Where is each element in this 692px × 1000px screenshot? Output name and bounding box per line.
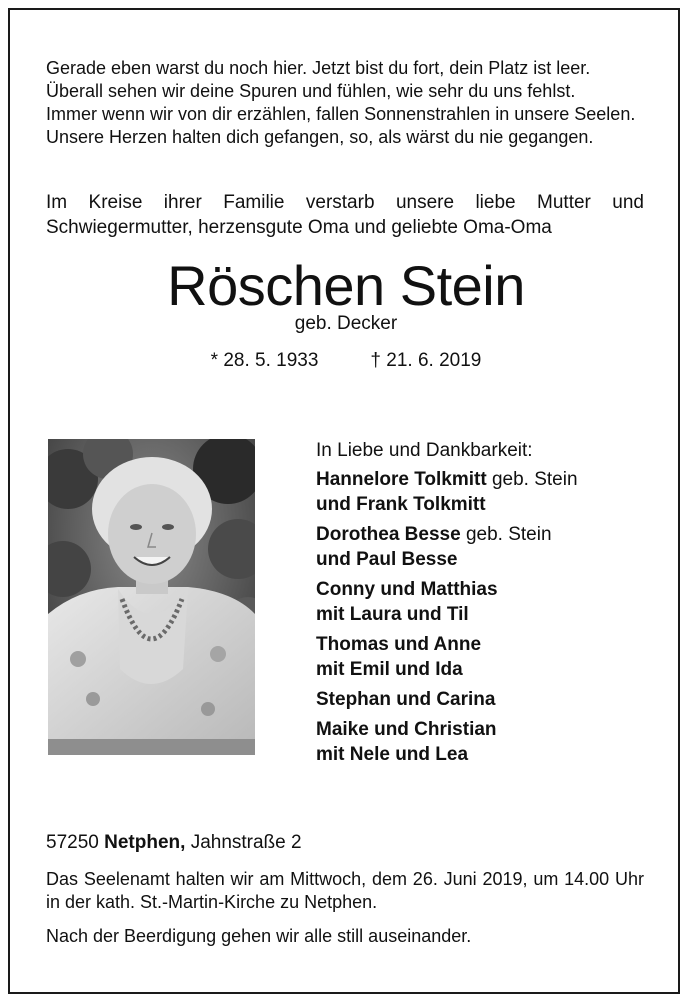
mourner-name: und Paul Besse [316, 549, 458, 570]
mourner-name: Conny und Matthias [316, 579, 498, 600]
service-text: Das Seelenamt halten wir am Mittwoch, dem 26. Juni 2019, um 14.00 Uhr in der kath. St.-Martin-Kirche zu Netphen. [46, 869, 644, 912]
mourner-group [316, 687, 656, 712]
mourner-name: Stephan und Carina [316, 689, 496, 710]
mourner-name: Hannelore Tolkmitt [316, 469, 487, 490]
mourner-name: Dorothea Besse [316, 524, 461, 545]
poem-line: Unsere Herzen halten dich gefangen, so, als wärst du nie gegangen. [46, 127, 594, 147]
mourner-name: mit Emil und Ida [316, 659, 463, 680]
mourner-name: mit Nele und Lea [316, 744, 469, 765]
service-info [46, 868, 644, 914]
mourners-list [316, 438, 656, 772]
poem [46, 57, 644, 149]
address [46, 831, 644, 855]
poem-line: Überall sehen wir deine Spuren und fühlen, wie sehr du uns fehlst. [46, 81, 576, 101]
zip-code: 57250 [46, 832, 99, 853]
intro-text: Im Kreise ihrer Familie verstarb unsere liebe Mutter und Schwiegermutter, herzensgute Oma und geliebte Oma-Oma [46, 192, 644, 238]
mourner-group [316, 522, 656, 572]
farewell-note: Nach der Beerdigung gehen wir alle still auseinander. [46, 926, 472, 946]
mourner-group [316, 467, 656, 517]
maiden-name: geb. Decker [294, 313, 398, 334]
mourner-name: und Frank Tolkmitt [316, 494, 486, 515]
portrait-photo-icon [48, 439, 255, 755]
portrait-photo [48, 439, 255, 755]
mourner-maiden: geb. Stein [486, 469, 578, 490]
city: Netphen, [104, 832, 186, 853]
mourner-maiden: geb. Stein [460, 524, 552, 545]
mourner-group [316, 717, 656, 767]
mourner-name: mit Laura und Til [316, 604, 469, 625]
poem-line: Immer wenn wir von dir erzählen, fallen Sonnenstrahlen in unsere Seelen. [46, 104, 636, 124]
intro-paragraph [46, 190, 644, 240]
deceased-name: Röschen Stein [167, 254, 525, 317]
birth-date: * 28. 5. 1933 [210, 350, 319, 371]
death-date: † 21. 6. 2019 [370, 350, 482, 371]
street: Jahnstraße 2 [190, 832, 302, 853]
mourner-name: Maike und Christian [316, 719, 497, 740]
thanks-line: In Liebe und Dankbarkeit: [316, 440, 533, 461]
mourner-group [316, 577, 656, 627]
mourner-name: Thomas und Anne [316, 634, 482, 655]
life-dates [0, 348, 692, 374]
poem-line: Gerade eben warst du noch hier. Jetzt bist du fort, dein Platz ist leer. [46, 58, 591, 78]
mourner-group [316, 632, 656, 682]
